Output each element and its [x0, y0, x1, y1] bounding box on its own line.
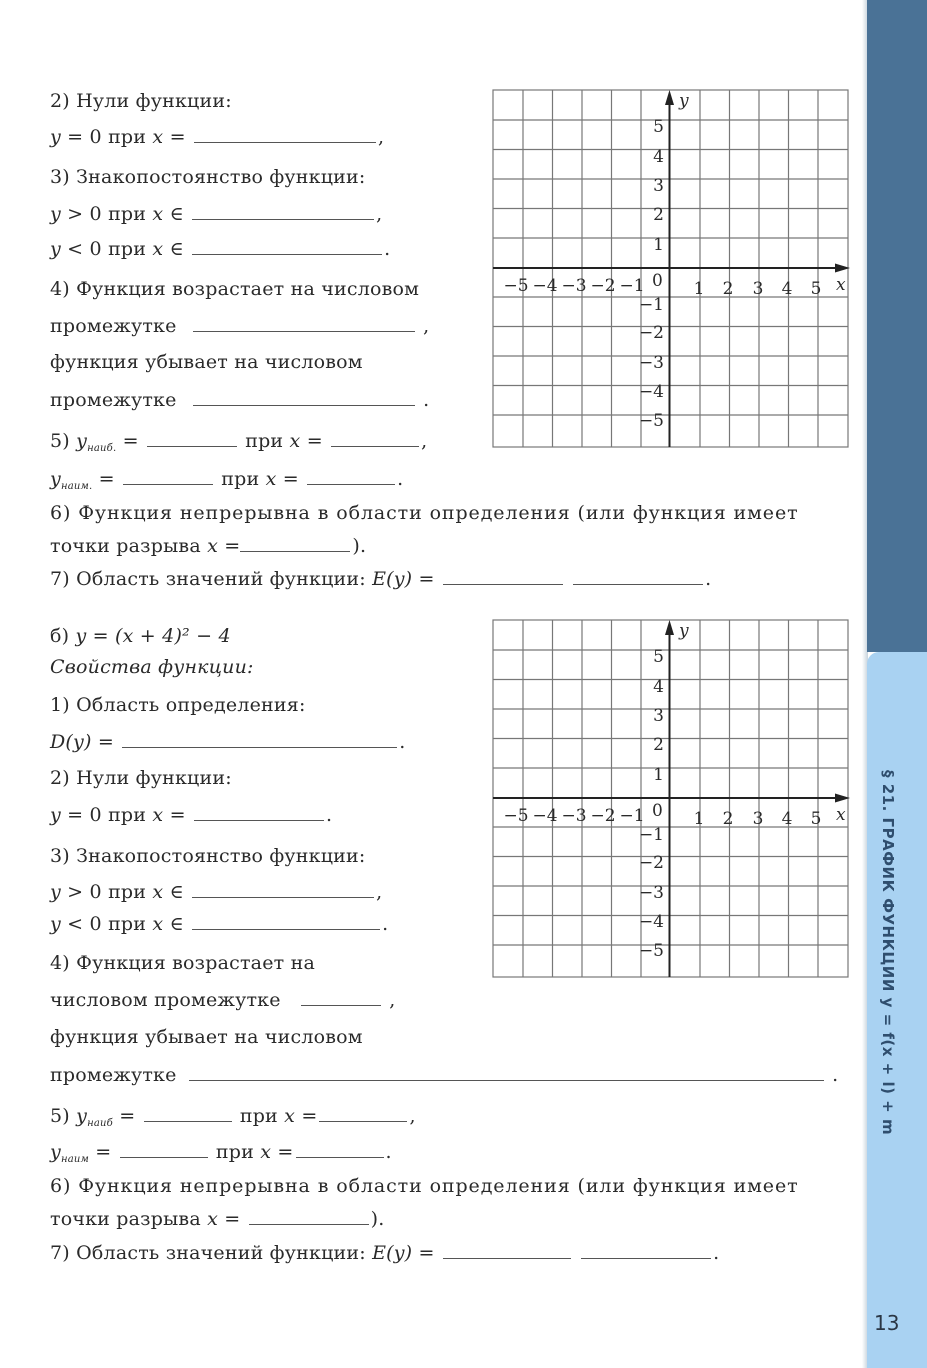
b-item3-neg-row: y < 0 при x ∈ .: [50, 913, 389, 935]
svg-text:−2: −2: [590, 276, 616, 296]
svg-text:1: 1: [653, 235, 664, 255]
a-item4-line1: 4) Функция возрастает на числовом: [50, 278, 420, 300]
a-item7-row: 7) Область значений функции: E(y) = .: [50, 568, 712, 590]
a-positive-interval-input[interactable]: [192, 201, 374, 220]
a-item3-title: 3) Знакопостоянство функции:: [50, 166, 366, 188]
a-item5-max-row: 5) $y_{наиб.}$ = при x = ,: [50, 430, 428, 454]
a-item5-min-row: $y_{наим.}$ = при x = .: [50, 468, 404, 492]
svg-text:−4: −4: [532, 806, 558, 826]
svg-text:0: 0: [652, 801, 663, 821]
coordinate-grid-b[interactable]: [490, 616, 854, 982]
b-range-input-1[interactable]: [443, 1240, 571, 1259]
page-number: 13: [874, 1311, 900, 1335]
a-max-x-input[interactable]: [331, 428, 419, 447]
svg-text:5: 5: [810, 809, 822, 829]
svg-text:3: 3: [752, 809, 764, 829]
b-item5-min-row: $y_{наим}$ = при x = .: [50, 1141, 392, 1165]
b-domain-input[interactable]: [122, 729, 397, 748]
section-title: § 21. ГРАФИК ФУНКЦИИ y = f(x + l) + m: [879, 770, 897, 1136]
b-min-value-input[interactable]: [120, 1139, 208, 1158]
b-item2-zero-row: y = 0 при x = .: [50, 804, 333, 826]
sidebar-section-tab: [867, 652, 927, 1368]
svg-text:1: 1: [693, 279, 705, 299]
b-item1-domain-row: D(y) = .: [50, 731, 406, 753]
b-max-x-input[interactable]: [319, 1103, 407, 1122]
b-item4-line3: функция убывает на числовом: [50, 1026, 363, 1048]
svg-text:2: 2: [653, 205, 664, 225]
b-item4-line1: 4) Функция возрастает на: [50, 952, 315, 974]
a-item3-pos-row: y > 0 при x ∈ ,: [50, 203, 383, 225]
a-item3-neg-row: y < 0 при x ∈ .: [50, 238, 391, 260]
b-min-x-input[interactable]: [296, 1139, 384, 1158]
b-max-value-input[interactable]: [144, 1103, 232, 1122]
svg-text:5: 5: [653, 117, 664, 137]
svg-text:−4: −4: [638, 382, 664, 402]
a-max-value-input[interactable]: [147, 428, 237, 447]
b-item5-max-row: 5) $y_{наиб}$ = при x = ,: [50, 1105, 416, 1129]
a-item6-line1: 6) Функция непрерывна в области определения (или функция имеет: [50, 502, 799, 524]
svg-text:−2: −2: [638, 853, 664, 873]
svg-text:5: 5: [653, 647, 664, 667]
y-axis-label: y: [679, 91, 689, 111]
svg-text:−5: −5: [503, 276, 529, 296]
svg-text:−1: −1: [619, 806, 645, 826]
svg-text:−5: −5: [638, 941, 664, 961]
svg-text:4: 4: [781, 809, 793, 829]
svg-text:5: 5: [810, 279, 822, 299]
a-zero-input[interactable]: [194, 124, 376, 143]
svg-text:2: 2: [653, 735, 664, 755]
a-min-x-input[interactable]: [307, 466, 395, 485]
b-decrease-interval-input[interactable]: [189, 1062, 824, 1081]
svg-text:−5: −5: [503, 806, 529, 826]
svg-text:−2: −2: [590, 806, 616, 826]
sidebar-dark-band: [867, 0, 927, 652]
b-discontinuity-input[interactable]: [249, 1206, 369, 1225]
b-item1-title: 1) Область определения:: [50, 694, 306, 716]
a-item2-title: 2) Нули функции:: [50, 90, 232, 112]
svg-text:0: 0: [652, 271, 663, 291]
svg-text:−1: −1: [619, 276, 645, 296]
a-negative-interval-input[interactable]: [192, 236, 382, 255]
a-range-input-1[interactable]: [443, 566, 563, 585]
a-increase-interval-input[interactable]: [193, 313, 415, 332]
b-zero-input[interactable]: [194, 802, 324, 821]
svg-text:3: 3: [653, 706, 664, 726]
b-item4-decrease-row: промежутке .: [50, 1064, 839, 1086]
a-item4-line3: функция убывает на числовом: [50, 351, 363, 373]
svg-text:−4: −4: [638, 912, 664, 932]
svg-text:−3: −3: [638, 883, 664, 903]
b-item6-line1: 6) Функция непрерывна в области определения (или функция имеет: [50, 1175, 799, 1197]
svg-text:−5: −5: [638, 411, 664, 431]
svg-text:4: 4: [781, 279, 793, 299]
x-axis-label: x: [836, 805, 846, 825]
b-item3-pos-row: y > 0 при x ∈ ,: [50, 881, 383, 903]
svg-text:1: 1: [653, 765, 664, 785]
b-increase-interval-input[interactable]: [301, 987, 381, 1006]
b-item3-title: 3) Знакопостоянство функции:: [50, 845, 366, 867]
x-axis-label: x: [836, 275, 846, 295]
a-item6-line2: точки разрыва x = ).: [50, 535, 367, 557]
svg-text:3: 3: [752, 279, 764, 299]
b-properties-title: Свойства функции:: [50, 656, 254, 678]
a-item4-increase-row: промежутке ,: [50, 315, 430, 337]
svg-text:−3: −3: [561, 276, 587, 296]
coordinate-grid-a[interactable]: [490, 86, 854, 452]
svg-text:−2: −2: [638, 323, 664, 343]
svg-text:−3: −3: [638, 353, 664, 373]
a-decrease-interval-input[interactable]: [193, 387, 415, 406]
svg-text:−1: −1: [638, 825, 664, 845]
b-item4-increase-row: числовом промежутке ,: [50, 989, 396, 1011]
svg-text:2: 2: [722, 279, 734, 299]
y-axis-label: y: [679, 621, 689, 641]
b-item2-title: 2) Нули функции:: [50, 767, 232, 789]
a-discontinuity-input[interactable]: [240, 533, 350, 552]
b-item7-row: 7) Область значений функции: E(y) = .: [50, 1242, 720, 1264]
a-item2-zero-row: y = 0 при x = ,: [50, 126, 385, 148]
svg-text:4: 4: [653, 147, 664, 167]
svg-text:−4: −4: [532, 276, 558, 296]
svg-text:2: 2: [722, 809, 734, 829]
svg-text:−1: −1: [638, 295, 664, 315]
svg-text:1: 1: [693, 809, 705, 829]
svg-text:−3: −3: [561, 806, 587, 826]
b-negative-interval-input[interactable]: [192, 911, 380, 930]
b-item6-line2: точки разрыва x = ).: [50, 1208, 385, 1230]
a-range-input-2[interactable]: [573, 566, 703, 585]
a-item4-decrease-row: промежутке .: [50, 389, 430, 411]
b-positive-interval-input[interactable]: [192, 879, 374, 898]
b-heading: б) y = (x + 4)² − 4: [50, 625, 231, 647]
a-min-value-input[interactable]: [123, 466, 213, 485]
b-range-input-2[interactable]: [581, 1240, 711, 1259]
svg-text:4: 4: [653, 677, 664, 697]
svg-text:3: 3: [653, 176, 664, 196]
